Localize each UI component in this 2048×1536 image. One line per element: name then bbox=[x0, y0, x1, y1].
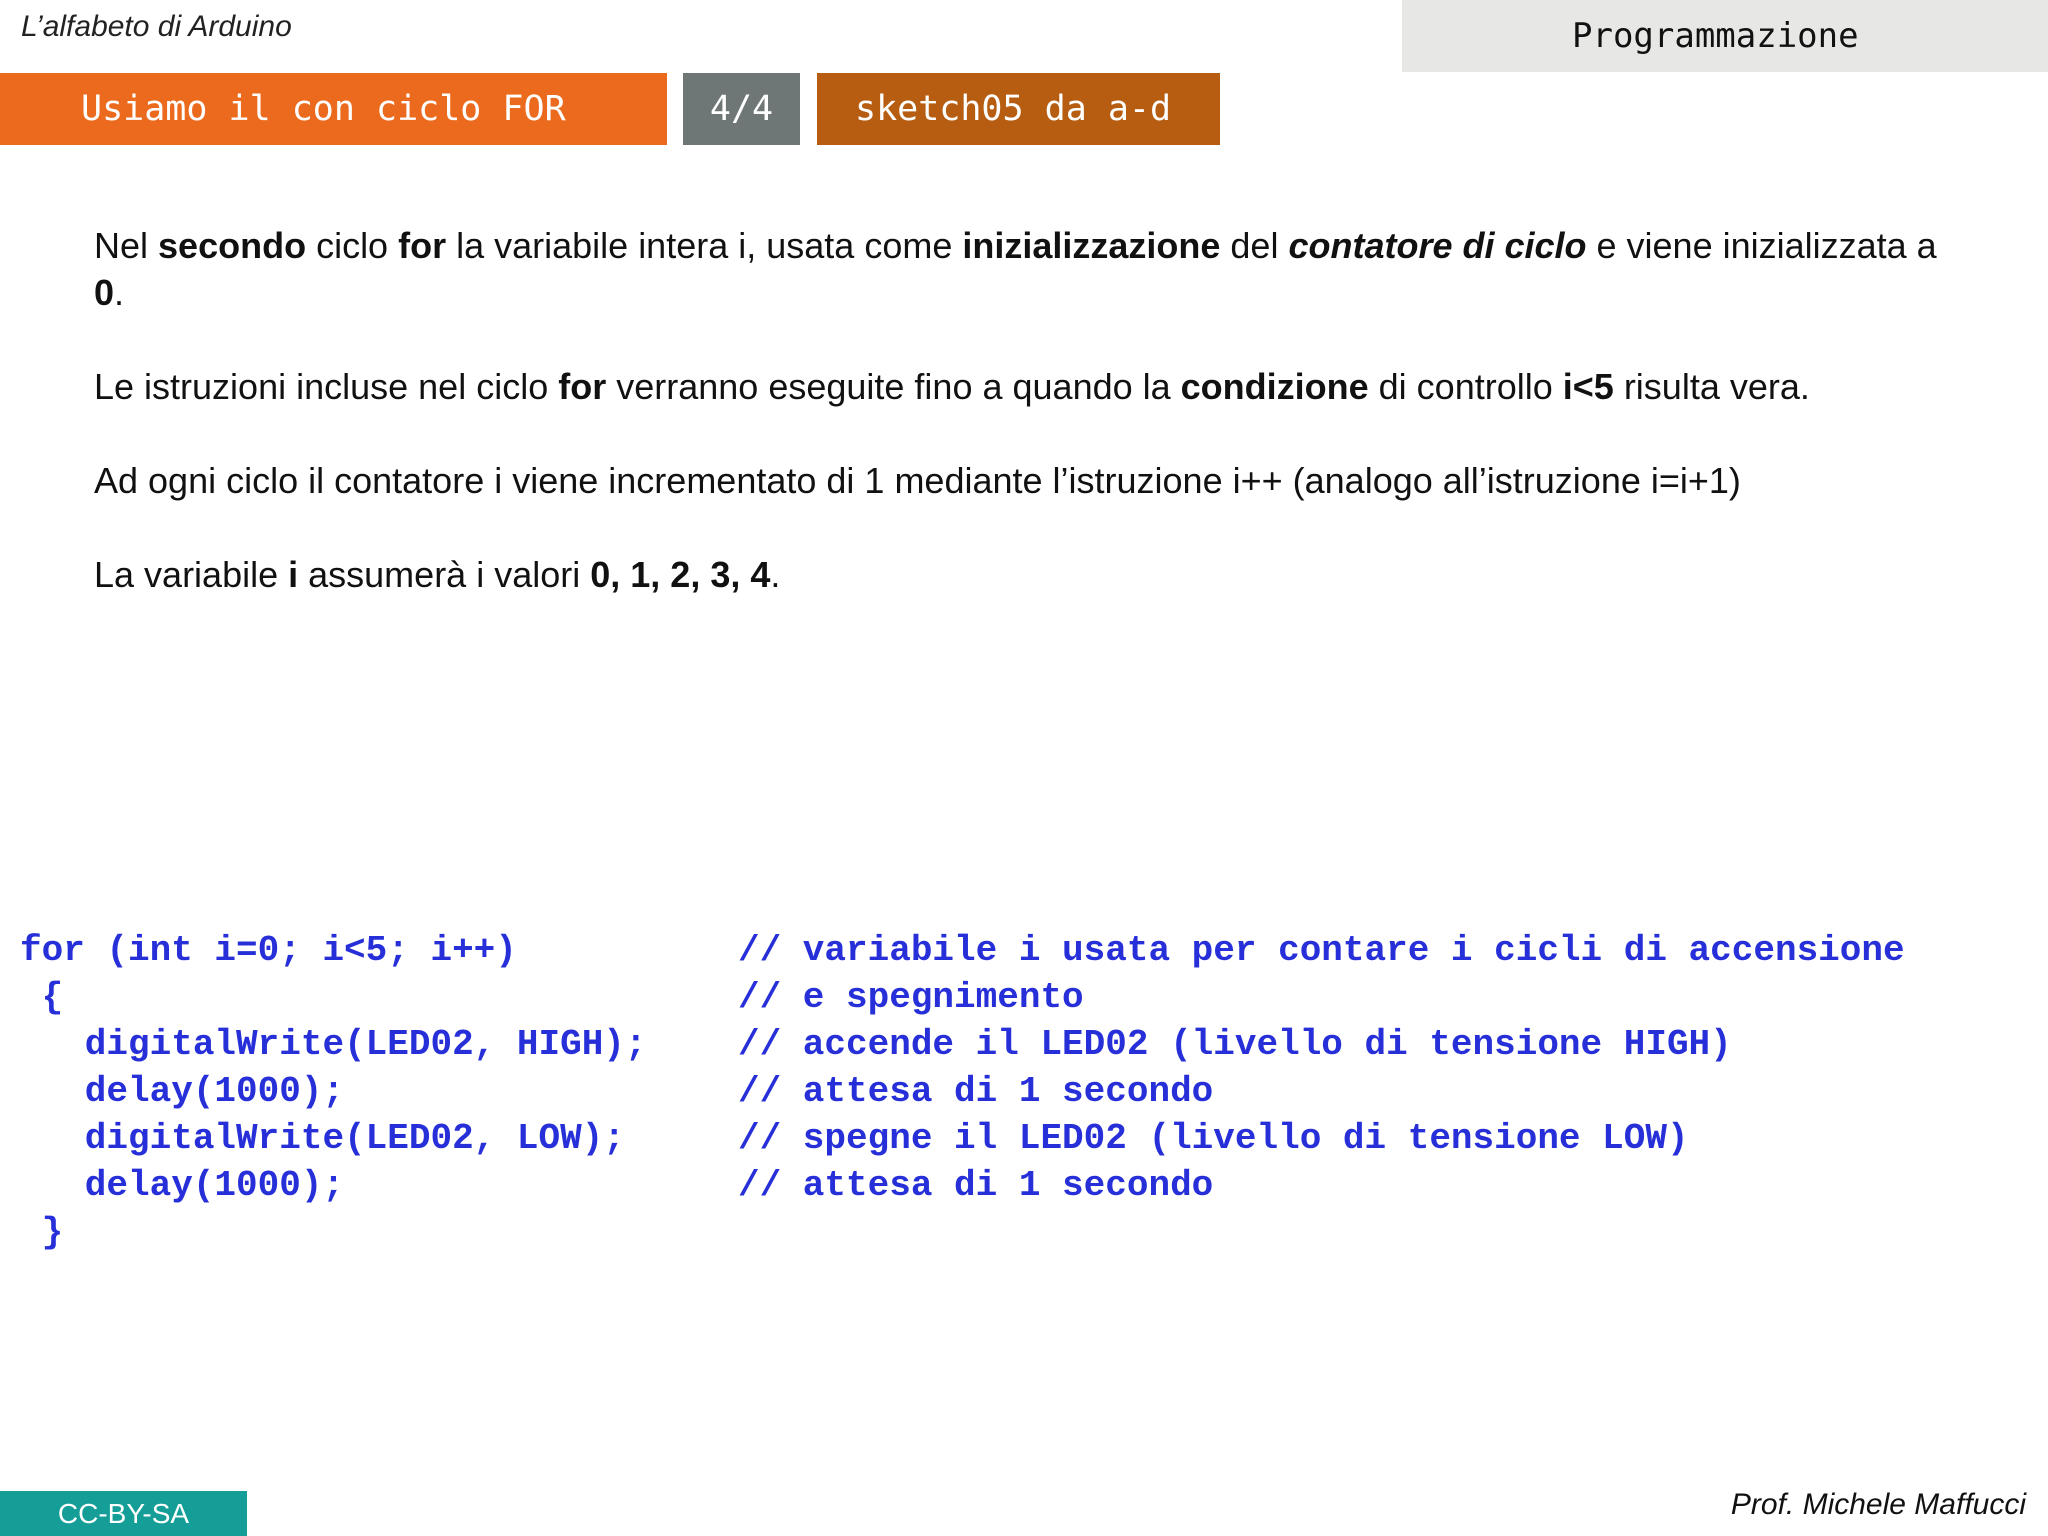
emphasized-text: for bbox=[558, 366, 607, 407]
text-run: Le istruzioni incluse nel ciclo bbox=[94, 366, 559, 407]
page-indicator: 4/4 bbox=[709, 89, 774, 129]
code-comment: // accende il LED02 (livello di tensione HIGH) bbox=[738, 1024, 1732, 1065]
license-badge: CC-BY-SA bbox=[0, 1491, 247, 1536]
paragraph bbox=[94, 222, 1954, 316]
code-statement: for (int i=0; i<5; i++) bbox=[20, 930, 517, 971]
code-statement: { bbox=[20, 977, 64, 1018]
emphasized-text: i bbox=[288, 554, 299, 595]
emphasized-text: condizione bbox=[1180, 366, 1369, 407]
paragraph bbox=[94, 457, 1954, 504]
code-statement: digitalWrite(LED02, LOW); bbox=[20, 1118, 625, 1159]
sketch-label: sketch05 da a-d bbox=[855, 89, 1172, 129]
code-comment: // attesa di 1 secondo bbox=[738, 1071, 1214, 1112]
emphasized-text: inizializzazione bbox=[962, 225, 1221, 266]
text-run: e viene inizializzata a bbox=[1586, 225, 1937, 266]
text-run: . bbox=[114, 272, 125, 313]
slide-title-tab bbox=[0, 73, 667, 145]
text-run: del bbox=[1220, 225, 1289, 266]
section-label-box bbox=[1402, 0, 2048, 72]
code-statement: } bbox=[20, 1212, 64, 1253]
text-run: Ad ogni ciclo il contatore i viene incrementato di 1 mediante l’istruzione i++ (analogo all’istruzione i=i+1) bbox=[94, 460, 1741, 501]
code-comment: // e spegnimento bbox=[738, 977, 1084, 1018]
text-run: Nel bbox=[94, 225, 159, 266]
emphasized-text: i<5 bbox=[1562, 366, 1614, 407]
sketch-label-tab bbox=[817, 73, 1220, 145]
author-name: Prof. Michele Maffucci bbox=[1730, 1488, 2026, 1521]
text-run: assumerà i valori bbox=[298, 554, 591, 595]
paragraph bbox=[94, 551, 1954, 598]
code-statement: digitalWrite(LED02, HIGH); bbox=[20, 1024, 647, 1065]
code-comment: // spegne il LED02 (livello di tensione LOW) bbox=[738, 1118, 1689, 1159]
text-run: risulta vera. bbox=[1613, 366, 1810, 407]
text-run: La variabile bbox=[94, 554, 289, 595]
emphasized-text: 0, 1, 2, 3, 4 bbox=[590, 554, 771, 595]
page-indicator-tab bbox=[683, 73, 800, 145]
text-run: la variabile intera i, usata come bbox=[446, 225, 963, 266]
code-comment: // attesa di 1 secondo bbox=[738, 1165, 1214, 1206]
section-label: Programmazione bbox=[1572, 16, 1859, 56]
text-run: di controllo bbox=[1368, 366, 1563, 407]
text-run: ciclo bbox=[306, 225, 399, 266]
course-title: L’alfabeto di Arduino bbox=[21, 10, 292, 43]
code-statement: delay(1000); bbox=[20, 1071, 345, 1112]
text-run: verranno eseguite fino a quando la bbox=[606, 366, 1181, 407]
emphasized-text: contatore di ciclo bbox=[1288, 225, 1587, 266]
slide-title: Usiamo il con ciclo FOR bbox=[81, 89, 566, 129]
emphasized-text: secondo bbox=[158, 225, 307, 266]
paragraph bbox=[94, 363, 1954, 410]
text-run: . bbox=[770, 554, 781, 595]
code-comment: // variabile i usata per contare i cicli di accensione bbox=[738, 930, 1905, 971]
code-statement: delay(1000); bbox=[20, 1165, 345, 1206]
emphasized-text: for bbox=[398, 225, 447, 266]
emphasized-text: 0 bbox=[94, 272, 115, 313]
explanation-text bbox=[94, 222, 1954, 645]
